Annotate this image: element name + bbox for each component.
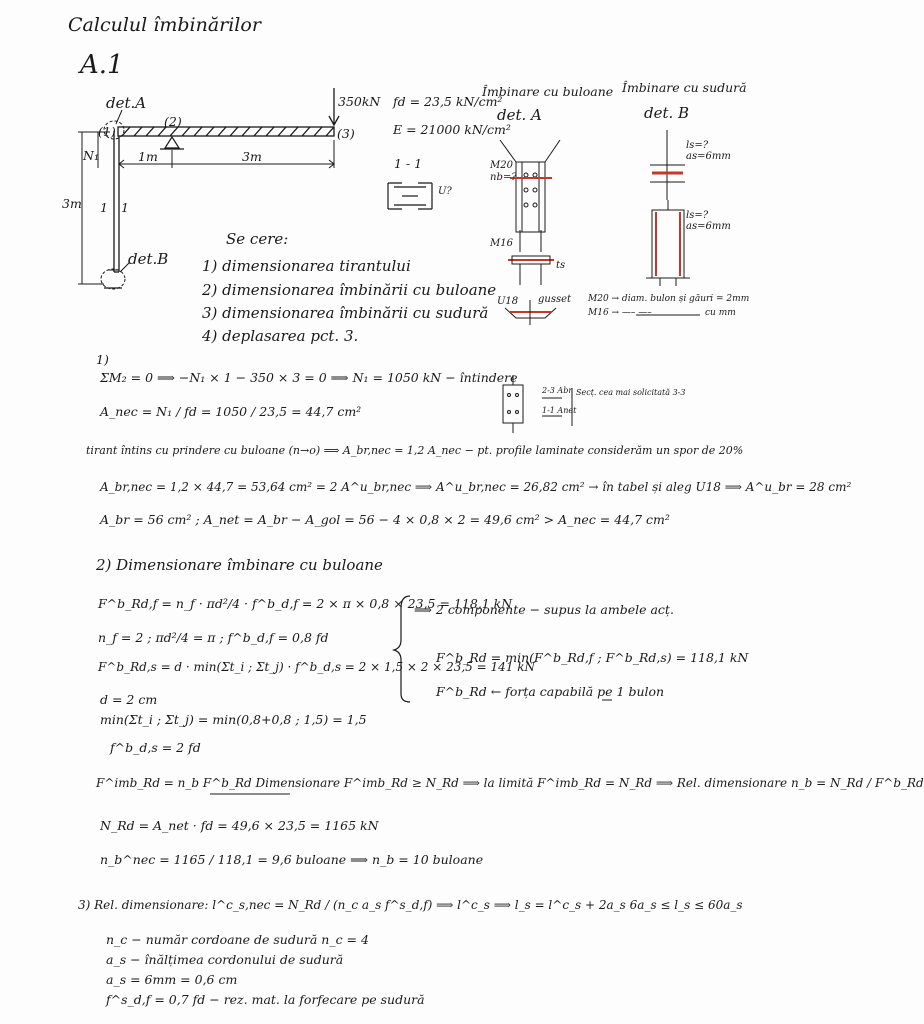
load-label: 350kN [338, 94, 381, 109]
step2-capacity-note: F^b_Rd ← forța capabilă pe 1 bulon [436, 684, 665, 699]
gusset-label: gusset [538, 294, 572, 305]
step1-sketch-note-3: 1-1 Anet [542, 406, 577, 415]
section-1-1-label: 1 - 1 [394, 156, 423, 171]
note-m16: M16 → —– —– [588, 308, 652, 318]
ts-label: ts [556, 260, 566, 271]
step1-number: 1) [96, 352, 109, 367]
step1-equilibrium: ΣM₂ = 0 ⟹ −N₁ × 1 − 350 × 3 = 0 ⟹ N₁ = 1050 kN − întindere [100, 370, 518, 385]
fd-value: fd = 23,5 kN/cm² [393, 94, 503, 109]
m16-label: M16 [490, 238, 513, 249]
requirements-heading: Se cere: [226, 230, 289, 248]
section-1-1 [388, 183, 432, 209]
as-label-1: as=6mm [686, 151, 731, 162]
e-value: E = 21000 kN/cm² [393, 122, 511, 137]
as-label-2: as=6mm [686, 221, 731, 232]
step1-gross-area-rule: tirant întins cu prindere cu buloane (n→o) ⟹ A_br,nec = 1,2 A_nec − pt. profile laminate considerăm un spor de 20% [86, 444, 744, 457]
step1-profile-choice: A_br,nec = 1,2 × 44,7 = 53,64 cm² = 2 A^u_br,nec ⟹ A^u_br,nec = 26,82 cm² → în tabel și aleg U18 ⟹ A^u_br = 28 cm² [100, 480, 852, 494]
ls-label-1: ls=? [686, 140, 709, 151]
step2-min-thickness: min(Σt_i ; Σt_j) = min(0,8+0,8 ; 1,5) = 1,5 [100, 712, 367, 727]
bolt-detail-sub: det. A [497, 106, 542, 124]
requirement-item: 3) dimensionarea îmbinării cu sudură [202, 304, 489, 322]
node-2-label: (2) [164, 114, 182, 129]
step3-as-def: a_s − înălțimea cordonului de sudură [106, 952, 344, 967]
m20-label: M20 [490, 160, 513, 171]
det-b-label: det.B [128, 250, 169, 268]
step2-dimensioning-relation: F^imb_Rd = n_b F^b_Rd Dimensionare F^imb_Rd ≥ N_Rd ⟹ la limită F^imb_Rd = N_Rd ⟹ Rel. dimensionare n_b = N_Rd / F^b_Rd [96, 776, 924, 790]
step1-sketch-note-1: 2-3 Abr [542, 386, 573, 395]
requirement-item: 2) dimensionarea îmbinării cu buloane [202, 281, 497, 299]
nb-label: nb=? [490, 172, 517, 183]
section-mark: 1 [100, 200, 108, 215]
detail-b-sketch [646, 130, 690, 286]
step2-shear-params: n_f = 2 ; πd²/4 = π ; f^b_d,f = 0,8 fd [98, 630, 329, 645]
dim-3m-span: 3m [242, 149, 262, 164]
step3-relation: 3) Rel. dimensionare: l^c_s,nec = N_Rd / (n_c a_s f^s_d,f) ⟹ l^c_s ⟹ l_s = l^c_s + 2a_s 6a_s ≤ l_s ≤ 60a_s [78, 898, 743, 912]
ls-label-2: ls=? [686, 210, 709, 221]
note-mm: cu mm [705, 308, 736, 318]
step2-diameter: d = 2 cm [100, 692, 158, 707]
weld-detail-sub: det. B [644, 104, 690, 122]
problem-label: A.1 [80, 50, 124, 80]
requirement-item: 4) deplasarea pct. 3. [202, 327, 359, 345]
step2-design-force: N_Rd = A_net · fd = 49,6 × 23,5 = 1165 kN [100, 818, 379, 833]
brace [394, 596, 410, 702]
pin-support [160, 137, 184, 149]
bolt-detail-title: Îmbinare cu buloane [482, 84, 614, 99]
dim-3m-height: 3m [62, 196, 82, 211]
step1-sketch-note-2: Secț. cea mai solicitată 3-3 [576, 388, 686, 397]
note-m20: M20 → diam. bulon și găuri = 2mm [588, 294, 750, 304]
dim-1m: 1m [138, 149, 158, 164]
step2-bearing-strength: f^b_d,s = 2 fd [110, 740, 201, 755]
step3-nc: n_c − număr cordoane de sudură n_c = 4 [106, 932, 369, 947]
step2-heading: 2) Dimensionare îmbinare cu buloane [96, 556, 383, 574]
section-mark-b: 1 [121, 200, 129, 215]
node-1-label: (1) [98, 124, 116, 139]
step2-shear-capacity: F^b_Rd,f = n_f · πd²/4 · f^b_d,f = 2 × π × 0,8 × 23,5 = 118,1 kN [98, 596, 513, 611]
weld-detail-title: Îmbinare cu sudură [622, 80, 747, 95]
step1-area-required: A_nec = N₁ / fd = 1050 / 23,5 = 44,7 cm² [100, 404, 362, 419]
step2-bearing-capacity: F^b_Rd,s = d · min(Σt_i ; Σt_j) · f^b_d,s = 2 × 1,5 × 2 × 23,5 = 141 kN [98, 660, 535, 674]
step3-as-value: a_s = 6mm = 0,6 cm [106, 972, 238, 987]
step2-min-capacity: F^b_Rd = min(F^b_Rd,f ; F^b_Rd,s) = 118,1 kN [436, 650, 749, 665]
step1-net-area: A_br = 56 cm² ; A_net = A_br − A_gol = 56 − 4 × 0,8 × 2 = 49,6 cm² > A_nec = 44,7 cm² [100, 512, 670, 527]
section-u-label: U? [438, 186, 452, 197]
requirement-item: 1) dimensionarea tirantului [202, 257, 411, 275]
det-a-label: det.A [106, 94, 147, 112]
tie-rod [114, 131, 119, 272]
step2-bolt-count: n_b^nec = 1165 / 118,1 = 9,6 buloane ⟹ n_b = 10 buloane [100, 852, 484, 867]
node-3-label: (3) [337, 126, 355, 141]
axial-force-label: N₁ [83, 148, 99, 163]
beam-sketch [118, 127, 334, 136]
page-title: Calculul îmbinărilor [68, 14, 261, 36]
step2-note-components: ⟹ 2 componente − supus la ambele acț. [414, 602, 674, 617]
step3-fs: f^s_d,f = 0,7 fd − rez. mat. la forfecare pe sudură [106, 992, 425, 1007]
u18-label: U18 [497, 296, 519, 307]
